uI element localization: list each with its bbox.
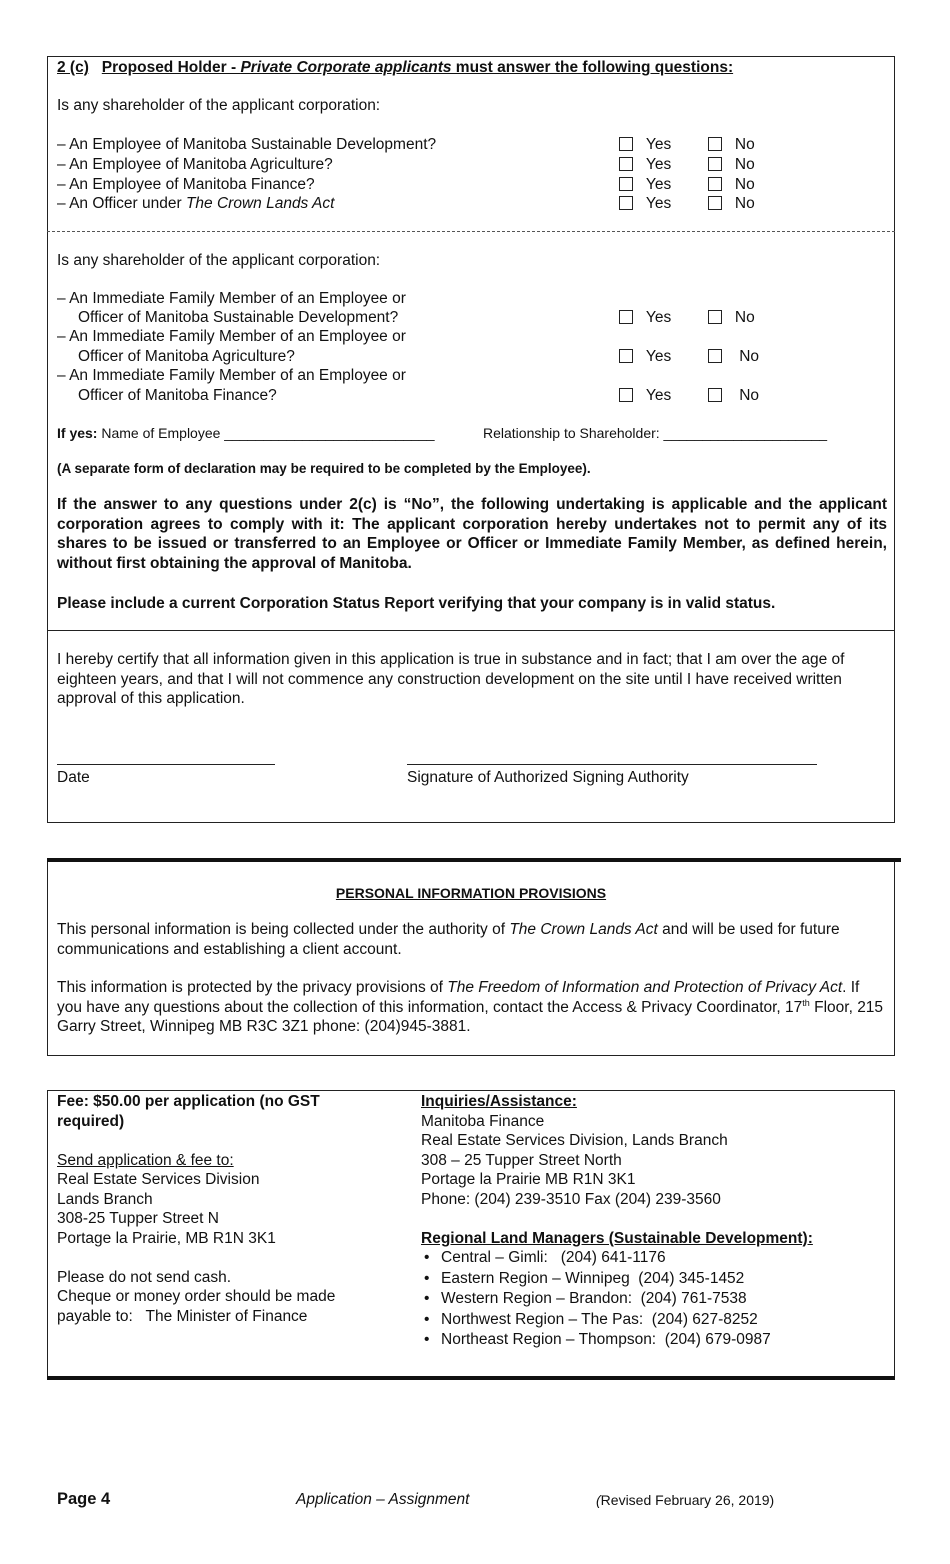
yes-option-1: Yes bbox=[619, 135, 671, 154]
fee-line-2: required) bbox=[57, 1112, 125, 1130]
question-family-fin-1: – An Immediate Family Member of an Employee or bbox=[57, 367, 406, 384]
yes-checkbox[interactable] bbox=[619, 137, 633, 151]
if-yes-row: If yes: Name of Employee ___________________________ bbox=[57, 425, 435, 441]
question-family-sd-2: Officer of Manitoba Sustainable Development? bbox=[78, 309, 399, 326]
yes-option-7: Yes bbox=[619, 386, 671, 405]
no-checkbox[interactable] bbox=[708, 157, 722, 171]
yes-option-2: Yes bbox=[619, 155, 671, 174]
no-option-5: No bbox=[708, 308, 755, 327]
yes-checkbox[interactable] bbox=[619, 177, 633, 191]
inquiries-heading: Inquiries/Assistance: bbox=[421, 1093, 577, 1110]
send-heading: Send application & fee to: bbox=[57, 1151, 234, 1169]
address-line: Lands Branch bbox=[57, 1190, 153, 1208]
certification-text: I hereby certify that all information given in this application is true in substance and in fact; that I am over the age of eighteen years, and that I will not commence any construction development on the site until I have received written approval of this application. bbox=[57, 651, 845, 707]
inquiries-column bbox=[421, 1092, 891, 1351]
page-number: Page 4 bbox=[57, 1490, 111, 1508]
yes-checkbox[interactable] bbox=[619, 196, 633, 210]
relationship-field[interactable]: Relationship to Shareholder: _____________________ bbox=[483, 425, 828, 441]
section-divider bbox=[47, 231, 895, 232]
signature-line[interactable] bbox=[407, 764, 817, 765]
fee-bottom-rule bbox=[47, 1376, 895, 1380]
yes-option-3: Yes bbox=[619, 175, 671, 194]
privacy-title: PERSONAL INFORMATION PROVISIONS bbox=[335, 885, 607, 901]
employee-name-field[interactable]: Name of Employee ___________________________ bbox=[101, 425, 435, 441]
cash-note-line: Please do not send cash. bbox=[57, 1268, 232, 1286]
intro-shareholder-1: Is any shareholder of the applicant corporation: bbox=[57, 97, 381, 114]
question-family-ag-1: – An Immediate Family Member of an Employee or bbox=[57, 328, 406, 345]
question-family-sd-1: – An Immediate Family Member of an Employee or bbox=[57, 290, 406, 307]
yes-checkbox[interactable] bbox=[619, 310, 633, 324]
date-line[interactable] bbox=[57, 764, 275, 765]
regional-item: • Northeast Region – Thompson: (204) 679-0987 bbox=[421, 1330, 891, 1351]
no-option-6: No bbox=[708, 347, 759, 366]
status-report-note: Please include a current Corporation Status Report verifying that your company is in valid status. bbox=[57, 595, 776, 612]
no-option-4: No bbox=[708, 194, 755, 213]
regional-list bbox=[421, 1248, 891, 1351]
signature-label: Signature of Authorized Signing Authority bbox=[407, 769, 689, 786]
question-family-fin-2: Officer of Manitoba Finance? bbox=[78, 387, 277, 404]
yes-option-6: Yes bbox=[619, 347, 671, 366]
inquiries-line: Portage la Prairie MB R1N 3K1 bbox=[421, 1171, 636, 1188]
question-employee-sd: – An Employee of Manitoba Sustainable Development? bbox=[57, 136, 437, 153]
regional-item: • Central – Gimli: (204) 641-1176 bbox=[421, 1248, 891, 1269]
no-option-2: No bbox=[708, 155, 755, 174]
address-line: Real Estate Services Division bbox=[57, 1171, 260, 1188]
undertaking-text: If the answer to any questions under 2(c) is “No”, the following undertaking is applicable and the applicant corporation agrees to comply with it: The applicant corporation hereby undertakes not to permit any of its shares to be issued or transferred to an Employee or Officer or Immediate Family Member, as defined herein, without first obtaining the approval of Manitoba. bbox=[57, 496, 887, 572]
cash-note-line: payable to: The Minister of Finance bbox=[57, 1307, 308, 1325]
no-checkbox[interactable] bbox=[708, 349, 722, 363]
footer-title: Application – Assignment bbox=[296, 1491, 470, 1508]
footer-revised: (Revised February 26, 2019) bbox=[596, 1492, 775, 1508]
regional-item: • Eastern Region – Winnipeg (204) 345-1452 bbox=[421, 1269, 891, 1290]
yes-option-4: Yes bbox=[619, 194, 671, 213]
question-employee-ag: – An Employee of Manitoba Agriculture? bbox=[57, 156, 333, 173]
no-checkbox[interactable] bbox=[708, 388, 722, 402]
regional-item: • Northwest Region – The Pas: (204) 627-8252 bbox=[421, 1310, 891, 1331]
yes-checkbox[interactable] bbox=[619, 349, 633, 363]
yes-checkbox[interactable] bbox=[619, 157, 633, 171]
question-family-ag-2: Officer of Manitoba Agriculture? bbox=[78, 348, 295, 365]
question-employee-fin: – An Employee of Manitoba Finance? bbox=[57, 176, 315, 193]
regional-item: • Western Region – Brandon: (204) 761-7538 bbox=[421, 1289, 891, 1310]
no-option-3: No bbox=[708, 175, 755, 194]
yes-option-5: Yes bbox=[619, 308, 671, 327]
privacy-paragraph-2: This information is protected by the privacy provisions of The Freedom of Information and Protection of Privacy Act. If you have any questions about the collection of this information, contact the Access & Privacy Coordinator, 17th Floor, 215 Garry Street, Winnipeg MB R3C 3Z1 phone: (204)945-3881. bbox=[57, 979, 884, 1035]
inquiries-line: 308 – 25 Tupper Street North bbox=[421, 1151, 622, 1169]
separate-form-note: (A separate form of declaration may be required to be completed by the Employee). bbox=[57, 461, 591, 476]
yes-checkbox[interactable] bbox=[619, 388, 633, 402]
inquiries-line: Real Estate Services Division, Lands Branch bbox=[421, 1132, 728, 1149]
question-officer-crown: – An Officer under The Crown Lands Act bbox=[57, 195, 335, 212]
address-line: 308-25 Tupper Street N bbox=[57, 1210, 219, 1227]
cash-note-line: Cheque or money order should be made bbox=[57, 1288, 336, 1305]
no-checkbox[interactable] bbox=[708, 196, 722, 210]
fee-line-1: Fee: $50.00 per application (no GST bbox=[57, 1093, 320, 1110]
fee-column bbox=[57, 1092, 397, 1326]
address-line: Portage la Prairie, MB R1N 3K1 bbox=[57, 1229, 276, 1247]
no-option-7: No bbox=[708, 386, 759, 405]
inquiries-line: Phone: (204) 239-3510 Fax (204) 239-3560 bbox=[421, 1190, 721, 1208]
no-checkbox[interactable] bbox=[708, 137, 722, 151]
privacy-paragraph-1: This personal information is being collected under the authority of The Crown Lands Act and will be used for future communications and establishing a client account. bbox=[57, 921, 840, 958]
no-checkbox[interactable] bbox=[708, 310, 722, 324]
no-checkbox[interactable] bbox=[708, 177, 722, 191]
date-label: Date bbox=[57, 769, 90, 786]
inquiries-line: Manitoba Finance bbox=[421, 1112, 545, 1130]
section-heading: 2 (c) Proposed Holder - Private Corporate applicants must answer the following questions: bbox=[57, 59, 734, 76]
certification-divider bbox=[47, 630, 895, 631]
no-option-1: No bbox=[708, 135, 755, 154]
intro-shareholder-2: Is any shareholder of the applicant corporation: bbox=[57, 252, 381, 269]
regional-heading: Regional Land Managers (Sustainable Development): bbox=[421, 1229, 813, 1247]
